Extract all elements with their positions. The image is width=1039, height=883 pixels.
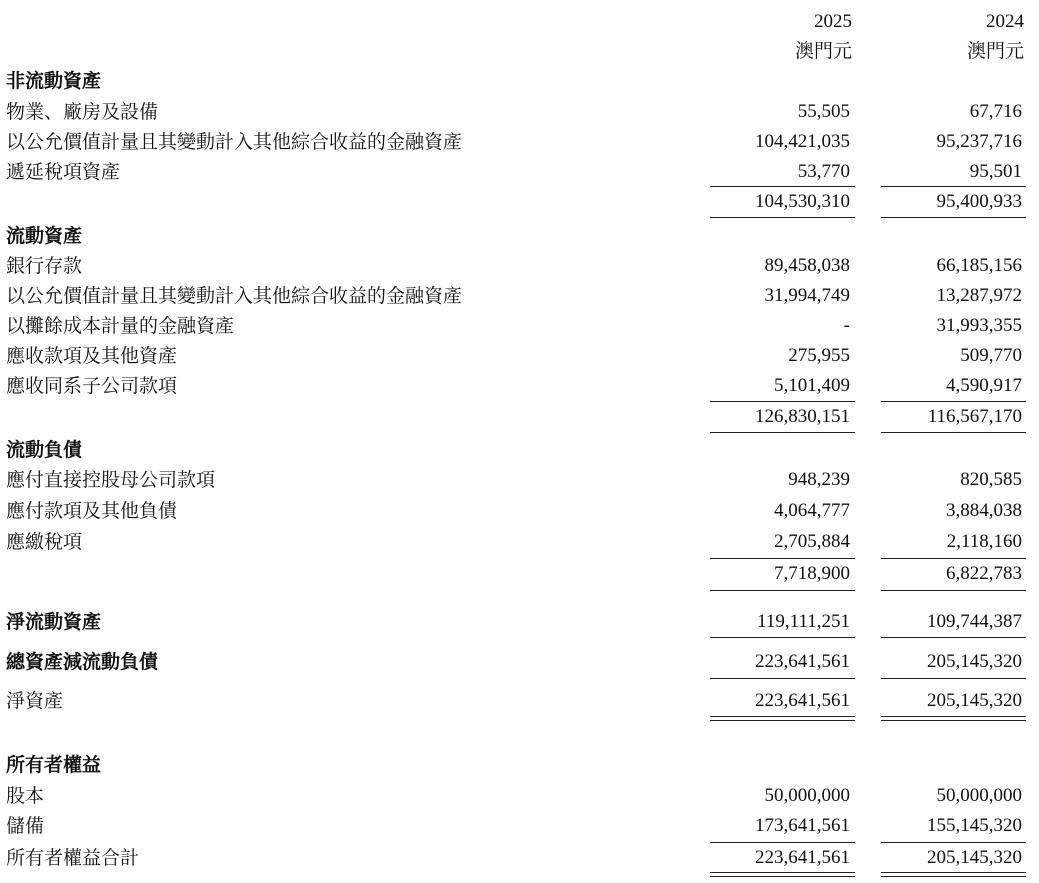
- row-label: 以攤餘成本計量的金融資產: [6, 315, 235, 337]
- subtotal-bottom-rule: [881, 432, 1026, 433]
- total-rule: [881, 678, 1026, 679]
- value-2024: 13,287,972: [936, 285, 1022, 306]
- value-2024: 4,590,917: [946, 375, 1022, 396]
- value-2024: 205,145,320: [927, 847, 1022, 868]
- table-row: [0, 527, 1039, 557]
- row-label: 應付款項及其他負債: [6, 500, 178, 522]
- year-2024-label: 2024: [986, 11, 1024, 32]
- double-total-rule: [710, 872, 855, 877]
- value-2024: 155,145,320: [927, 815, 1022, 836]
- value-2024: 2,118,160: [946, 531, 1022, 552]
- value-2025: 55,505: [797, 101, 850, 122]
- subtotal-bottom-rule: [710, 590, 855, 591]
- row-label: 遞延稅項資產: [6, 161, 121, 183]
- section-heading-label: 所有者權益: [6, 754, 102, 776]
- value-2024: 95,501: [969, 161, 1022, 182]
- net-assets-row: [0, 686, 1039, 716]
- value-2024: 67,716: [969, 101, 1022, 122]
- row-label: 應繳稅項: [6, 531, 83, 553]
- row-label: 物業、廠房及設備: [6, 101, 159, 123]
- section-heading-non-current-assets: [0, 66, 1039, 96]
- total-assets-less-current-liabilities-row: [0, 647, 1039, 677]
- subtotal-2024: 6,822,783: [946, 563, 1022, 584]
- value-2024: 109,744,387: [927, 611, 1022, 632]
- subtotal-2024: 95,400,933: [936, 191, 1022, 212]
- subtotal-row: [0, 402, 1039, 432]
- value-2025: 50,000,000: [764, 785, 850, 806]
- value-2024: 31,993,355: [936, 315, 1022, 336]
- table-row: [0, 465, 1039, 495]
- subtotal-2025: 126,830,151: [755, 406, 850, 427]
- row-label: 以公允價值計量且其變動計入其他綜合收益的金融資產: [6, 131, 463, 153]
- year-2025-label: 2025: [814, 11, 852, 32]
- row-label: 應收款項及其他資產: [6, 345, 178, 367]
- table-row: [0, 496, 1039, 526]
- section-heading-label: 非流動資產: [6, 70, 102, 92]
- value-2024: 3,884,038: [946, 500, 1022, 521]
- section-heading-label: 流動負債: [6, 439, 83, 461]
- table-row: [0, 311, 1039, 341]
- subtotal-bottom-rule: [881, 217, 1026, 218]
- table-row: [0, 781, 1039, 811]
- value-2024: 205,145,320: [927, 690, 1022, 711]
- table-row: [0, 251, 1039, 281]
- row-label: 淨資產: [6, 690, 64, 712]
- value-2024: 820,585: [960, 469, 1022, 490]
- value-2025: 275,955: [788, 345, 850, 366]
- currency-2024-label: 澳門元: [966, 40, 1024, 62]
- double-total-rule: [881, 872, 1026, 877]
- value-2025: 89,458,038: [764, 255, 850, 276]
- value-2025: 31,994,749: [764, 285, 850, 306]
- subtotal-bottom-rule: [881, 590, 1026, 591]
- value-2024: 205,145,320: [927, 651, 1022, 672]
- table-row: [0, 811, 1039, 841]
- subtotal-2024: 116,567,170: [927, 406, 1022, 427]
- value-2025: 104,421,035: [755, 131, 850, 152]
- value-2025: -: [843, 315, 850, 336]
- row-label: 銀行存款: [6, 255, 83, 277]
- section-heading-current-liabilities: [0, 435, 1039, 465]
- subtotal-row: [0, 559, 1039, 589]
- value-2025: 223,641,561: [755, 690, 850, 711]
- value-2025: 948,239: [788, 469, 850, 490]
- section-heading-label: 流動資產: [6, 225, 83, 247]
- row-label: 總資產減流動負債: [6, 651, 159, 673]
- double-total-rule: [881, 716, 1026, 721]
- total-rule: [710, 678, 855, 679]
- value-2024: 50,000,000: [936, 785, 1022, 806]
- value-2025: 119,111,251: [757, 611, 850, 632]
- table-row: [0, 341, 1039, 371]
- value-2025: 173,641,561: [755, 815, 850, 836]
- row-label: 淨流動資產: [6, 611, 102, 633]
- total-rule: [710, 637, 855, 638]
- value-2025: 223,641,561: [755, 651, 850, 672]
- row-label: 所有者權益合計: [6, 847, 140, 869]
- subtotal-bottom-rule: [710, 217, 855, 218]
- value-2025: 2,705,884: [774, 531, 850, 552]
- row-label: 儲備: [6, 815, 45, 837]
- equity-total-row: [0, 843, 1039, 873]
- net-current-assets-row: [0, 607, 1039, 637]
- value-2024: 95,237,716: [936, 131, 1022, 152]
- double-total-rule: [710, 716, 855, 721]
- table-row: [0, 371, 1039, 401]
- subtotal-2025: 104,530,310: [755, 191, 850, 212]
- section-heading-current-assets: [0, 221, 1039, 251]
- row-label: 應付直接控股母公司款項: [6, 469, 216, 491]
- value-2025: 223,641,561: [755, 847, 850, 868]
- total-rule: [881, 637, 1026, 638]
- value-2025: 5,101,409: [774, 375, 850, 396]
- value-2025: 53,770: [797, 161, 850, 182]
- table-row: [0, 97, 1039, 127]
- currency-2025-label: 澳門元: [794, 40, 852, 62]
- value-2024: 509,770: [960, 345, 1022, 366]
- subtotal-2025: 7,718,900: [774, 563, 850, 584]
- section-heading-equity: [0, 750, 1039, 780]
- row-label: 股本: [6, 785, 45, 807]
- table-row: [0, 157, 1039, 187]
- row-label: 應收同系子公司款項: [6, 375, 178, 397]
- subtotal-bottom-rule: [710, 432, 855, 433]
- subtotal-row: [0, 187, 1039, 217]
- row-label: 以公允價值計量且其變動計入其他綜合收益的金融資產: [6, 285, 463, 307]
- table-row: [0, 127, 1039, 157]
- value-2025: 4,064,777: [774, 500, 850, 521]
- value-2024: 66,185,156: [936, 255, 1022, 276]
- table-row: [0, 281, 1039, 311]
